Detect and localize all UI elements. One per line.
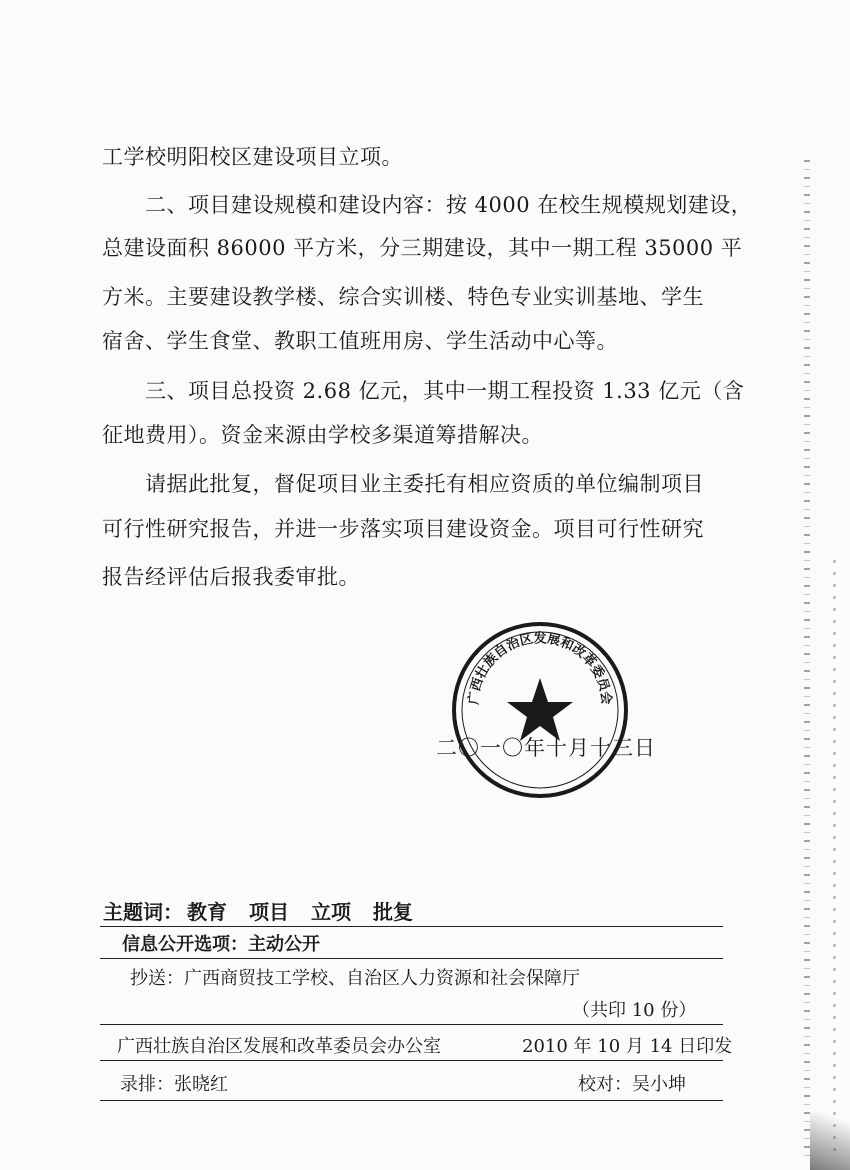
body-line-9: 可行性研究报告，并进一步落实项目建设资金。项目可行性研究: [102, 517, 704, 541]
body-line-6: 三、项目总投资 2.68 亿元，其中一期工程投资 1.33 亿元（含: [145, 379, 745, 403]
official-seal-icon: [450, 620, 630, 800]
scan-corner-shadow: [810, 1080, 850, 1170]
cc-recipients: 抄送：广西商贸技工学校、自治区人力资源和社会保障厅: [130, 968, 580, 989]
body-line-8: 请据此批复，督促项目业主委托有相应资质的单位编制项目: [145, 472, 704, 496]
issuing-office: 广西壮族自治区发展和改革委员会办公室: [117, 1036, 441, 1057]
keyword-item: 项目: [249, 900, 289, 924]
copies-count: （共印 10 份）: [572, 1000, 697, 1021]
footer-rule: [100, 1060, 723, 1061]
body-line-10: 报告经评估后报我委审批。: [102, 565, 360, 589]
footer-rule: [100, 958, 723, 959]
proofreader: 校对：吴小坤: [578, 1074, 686, 1095]
scan-edge-artifact: [804, 160, 810, 1160]
keyword-item: 教育: [187, 900, 227, 924]
footer-rule: [100, 1024, 723, 1025]
keywords-row: [103, 896, 435, 925]
seal-text: 广西壮族自治区发展和改革委员会: [466, 631, 614, 706]
scan-edge-artifact-2: [833, 560, 836, 1160]
signature-date: 二〇一〇年十月十三日: [436, 736, 656, 760]
body-line-2: 二、项目建设规模和建设内容：按 4000 在校生规模规划建设，: [145, 193, 753, 217]
footer-rule: [100, 1100, 723, 1101]
info-disclosure: 信息公开选项：主动公开: [122, 934, 320, 955]
body-line-3: 总建设面积 86000 平方米，分三期建设，其中一期工程 35000 平: [102, 236, 743, 260]
print-date: 2010 年 10 月 14 日印发: [522, 1036, 733, 1057]
body-line-1: 工学校明阳校区建设项目立项。: [102, 145, 403, 169]
body-line-7: 征地费用）。资金来源由学校多渠道筹措解决。: [102, 423, 543, 447]
body-line-5: 宿舍、学生食堂、教职工值班用房、学生活动中心等。: [102, 329, 618, 353]
keyword-item: 立项: [311, 900, 351, 924]
body-line-4: 方米。主要建设教学楼、综合实训楼、特色专业实训基地、学生: [102, 285, 704, 309]
keywords-label: 主题词：: [103, 900, 183, 924]
keyword-item: 批复: [373, 900, 413, 924]
typist: 录排：张晓红: [120, 1074, 228, 1095]
footer-rule: [100, 926, 723, 927]
